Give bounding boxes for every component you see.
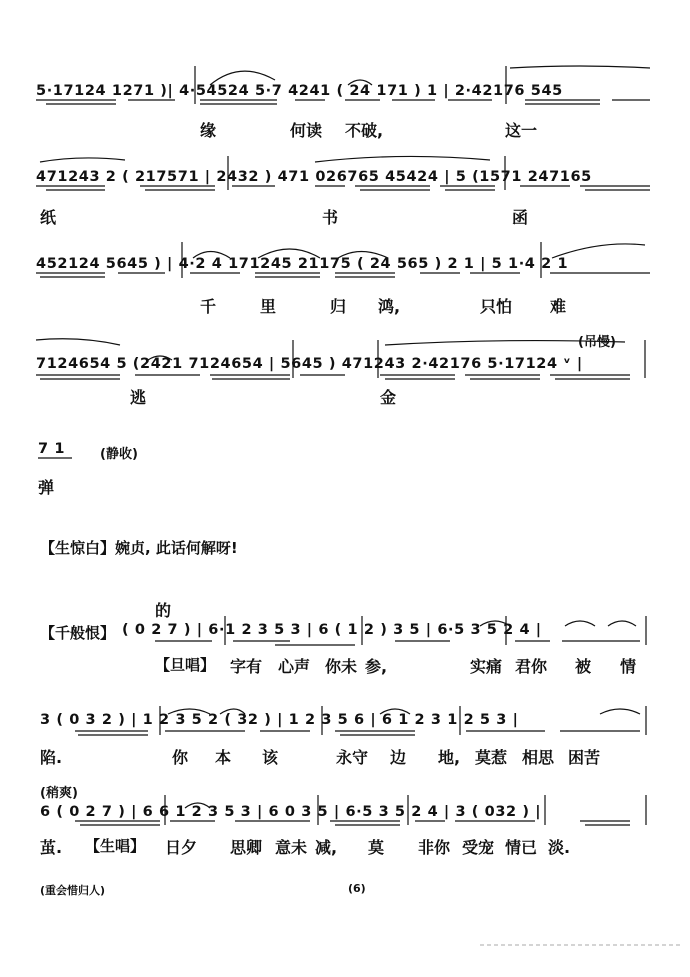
lyric: 书 [322,208,339,227]
spoken-dialogue: 【生惊白】婉贞, 此话何解呀! [40,539,238,557]
lyric: 不破, [345,121,384,140]
lyric: 陷. [40,748,63,767]
lyric: 纸 [40,208,57,227]
lyric: 这一 [505,121,538,140]
lyric: 边 [390,748,407,767]
lyric: 该 [262,748,279,767]
lyric: 弹 [38,478,55,497]
role-label: 【旦唱】 [155,656,216,674]
lyric: 日夕 [165,838,198,857]
tempo-marking: (吊慢) [578,335,616,350]
score-row-6-notes: ( 0 2 7 ) | 6·1 2 3 5 3 | 6 ( 1 2 ) 3 5 | 6·5 3 5 2 4 | [122,622,542,638]
pickup-lyric: 的 [155,601,172,620]
lyric: 非你 [418,838,451,857]
lyric: 你未 [325,657,358,676]
lyric: 受宠 [462,838,495,857]
lyric: 你 [172,748,189,767]
ending-marking: (静收) [100,447,138,462]
lyric: 君你 [515,657,548,676]
lyric: 逃 [130,388,147,407]
score-row-4-notes: 7124654 5 (2421 7124654 | 5645 ) 471243 2·42176 5·17124 ᵛ | [36,356,583,372]
lyric: 函 [512,208,529,227]
lyric: 思卿 [230,838,263,857]
lyric: 里 [260,297,277,316]
score-row-5-notes: 7 1 [38,441,66,457]
score-row-1-notes: 5·17124 1271 )| 4·54524 5·7 4241 ( 24 171 ) 1 | 2·42176 545 [36,83,563,99]
lyric: 实痛 [470,657,503,676]
lyric: 难 [550,297,567,316]
lyric: 只怕 [480,297,513,316]
lyric: 被 [575,657,592,676]
lyric: 参, [365,657,388,676]
lyric: 字有 [230,657,263,676]
lyric: 意未 [275,838,308,857]
role-label: 【生唱】 [85,837,146,855]
lyric: 地, [438,748,461,767]
lyric: 减, [315,838,338,857]
lyric: 情已 [505,838,538,857]
lyric: 永守 [336,748,369,767]
lyric: 鸿, [378,297,401,316]
lyric: 莫 [368,838,385,857]
score-row-3-notes: 452124 5645 ) | 4·2 4 171245 21175 ( 24 565 ) 2 1 | 5 1·4 2 1 [36,256,569,272]
score-row-8-notes: 6 ( 0 2 7 ) | 6 6 1 2 3 5 3 | 6 0 3 5 | 6·5 3 5 2 4 | 3 ( 032 ) | [40,804,542,820]
tempo-marking: (稍爽) [40,786,78,801]
lyric: 归 [330,297,347,316]
lyric: 心声 [278,657,311,676]
lyric: 困苦 [568,748,601,767]
lyric: 何读 [290,121,323,140]
lyric: 缘 [200,121,217,140]
score-row-7-notes: 3 ( 0 3 2 ) | 1 2 3 5 2 ( 32 ) | 1 2 3 5 6 | 6 1 2 3 1 2 5 3 | [40,712,519,728]
lyric: 相思 [522,748,555,767]
lyric: 本 [215,748,232,767]
lyric: 茧. [40,838,63,857]
lyric: 淡. [548,838,571,857]
lyric: 千 [200,297,217,316]
page-number: (6) [348,882,366,895]
opera-title: (重会惜归人) [40,884,106,897]
score-row-2-notes: 471243 2 ( 217571 | 2432 ) 471 026765 45424 | 5 (1571 247165 [36,169,592,185]
lyric: 莫惹 [475,748,508,767]
lyric: 金 [380,388,397,407]
tune-label: 【千般恨】 [40,624,116,642]
lyric: 情 [620,657,637,676]
